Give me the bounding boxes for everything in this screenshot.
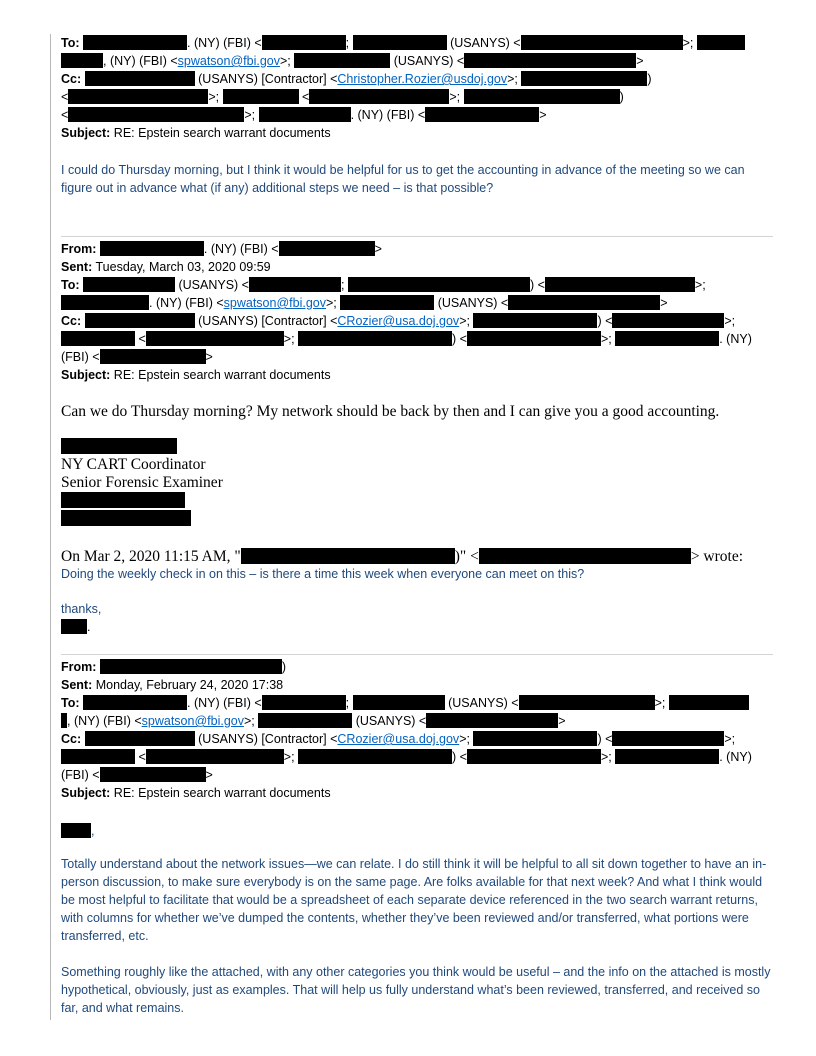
redaction — [146, 749, 284, 764]
from-line: From: ) — [61, 660, 287, 674]
redaction — [340, 295, 434, 310]
email-1-body: I could do Thursday morning, but I think it would be helpful for us to get the accounting in advance of the meeting so we can figure out in advance what (if any) additional steps we need – is that possible? — [61, 163, 745, 195]
cc-line: Cc: (USANYS) [Contractor] <CRozier@usa.doj.gov>; ) < >; — [61, 732, 736, 746]
redaction — [464, 89, 620, 104]
redaction — [61, 438, 177, 454]
redaction — [473, 313, 597, 328]
redaction — [100, 767, 206, 782]
redaction — [298, 749, 452, 764]
redaction — [262, 695, 346, 710]
cc-line-cont: < >; ) < >; . (NY) — [61, 330, 773, 348]
rozier-email-link[interactable]: Christopher.Rozier@usdoj.gov — [337, 72, 508, 86]
redaction — [467, 331, 601, 346]
redaction — [83, 695, 187, 710]
redaction — [61, 53, 103, 68]
redaction — [68, 107, 244, 122]
redaction — [258, 713, 352, 728]
quote-header: On Mar 2, 2020 11:15 AM, " )" < > wrote: — [61, 548, 744, 565]
spwatson-link[interactable]: spwatson@fbi.gov — [141, 714, 244, 728]
to-line-cont: . (NY) (FBI) <spwatson@fbi.gov>; (USANYS) < > — [61, 294, 773, 312]
spwatson-link[interactable]: spwatson@fbi.gov — [177, 54, 280, 68]
sent-line: Sent: Tuesday, March 03, 2020 09:59 — [61, 260, 271, 274]
redaction — [298, 331, 452, 346]
spwatson-link[interactable]: spwatson@fbi.gov — [223, 296, 326, 310]
quoted-body: Doing the weekly check in on this – is there a time this week when everyone can meet on this? — [61, 567, 585, 581]
redaction — [464, 53, 636, 68]
cc-line-cont: < >; ) < >; . (NY) — [61, 748, 773, 766]
redaction — [61, 823, 91, 838]
to-line: To: . (NY) (FBI) < ; (USANYS) < >; — [61, 694, 773, 712]
separator — [61, 236, 773, 237]
redaction — [521, 71, 647, 86]
redaction — [83, 277, 175, 292]
redaction — [85, 731, 195, 746]
redaction — [519, 695, 655, 710]
cc-line-cont: (FBI) < > — [61, 768, 213, 782]
redaction — [426, 713, 558, 728]
redaction — [353, 695, 445, 710]
redaction — [612, 313, 724, 328]
to-line: To: . (NY) (FBI) < ; (USANYS) < >; — [61, 34, 773, 52]
cc-line-cont: < >; . (NY) (FBI) < > — [61, 108, 547, 122]
salutation: , — [61, 822, 773, 840]
redaction — [467, 749, 601, 764]
redaction — [61, 619, 87, 634]
email-thread-document — [50, 34, 773, 1020]
email-3-paragraph-1: Totally understand about the network issues—we can relate. I do still think it will be helpful to all sit down together to have an in-person discussion, to make sure everybody is on the same page. Are folks available for that next week? And what I think would be most helpful to facilitate that would be a spreadsheet of each separate device referenced in the two search warrant returns, with columns for whether we’ve dumped the contents, whether they’ve been reviewed and/or transferred, what portions were transferred, etc. — [61, 857, 767, 943]
redaction — [68, 89, 208, 104]
redaction — [615, 331, 719, 346]
to-line: To: (USANYS) < ; ) < >; — [61, 278, 706, 292]
to-line-cont: , (NY) (FBI) <spwatson@fbi.gov>; (USANYS) < > — [61, 52, 773, 70]
redaction — [425, 107, 539, 122]
redaction — [249, 277, 341, 292]
redaction — [615, 749, 719, 764]
redaction — [100, 349, 206, 364]
redaction — [100, 241, 204, 256]
redaction — [85, 313, 195, 328]
redaction — [294, 53, 390, 68]
rozier-email-link[interactable]: CRozier@usa.doj.gov — [337, 732, 460, 746]
redaction — [521, 35, 683, 50]
redaction — [545, 277, 695, 292]
subject-line: Subject: RE: Epstein search warrant documents — [61, 126, 331, 140]
subject-line: Subject: RE: Epstein search warrant documents — [61, 368, 331, 382]
redaction — [309, 89, 449, 104]
thanks-line: thanks, — [61, 602, 102, 616]
subject-line: Subject: RE: Epstein search warrant documents — [61, 786, 331, 800]
to-line-cont: , (NY) (FBI) <spwatson@fbi.gov>; (USANYS) < > — [61, 712, 773, 730]
redaction — [259, 107, 351, 122]
email-2-body: Can we do Thursday morning? My network should be back by then and I can give you a good accounting. — [61, 403, 720, 420]
redaction — [241, 548, 455, 564]
redaction — [479, 548, 691, 564]
signature-title-2: Senior Forensic Examiner — [61, 474, 223, 491]
redaction — [61, 749, 135, 764]
sent-line: Sent: Monday, February 24, 2020 17:38 — [61, 678, 284, 692]
redaction — [61, 295, 149, 310]
redaction — [223, 89, 299, 104]
rozier-email-link[interactable]: CRozier@usa.doj.gov — [337, 314, 460, 328]
redaction — [508, 295, 660, 310]
redaction — [61, 331, 135, 346]
cc-line-cont: (FBI) < > — [61, 350, 213, 364]
from-line: From: . (NY) (FBI) < > — [61, 242, 382, 256]
redaction — [61, 492, 185, 508]
redaction — [279, 241, 375, 256]
redaction — [83, 35, 187, 50]
redaction — [353, 35, 447, 50]
sender-initials: . — [61, 618, 773, 636]
redaction — [146, 331, 284, 346]
redaction — [697, 35, 745, 50]
redaction — [348, 277, 530, 292]
separator — [61, 654, 773, 655]
cc-line-cont: < >; < >; ) — [61, 90, 624, 104]
redaction — [612, 731, 724, 746]
email-3-paragraph-2: Something roughly like the attached, with any other categories you think would be useful – and the info on the attached is mostly hypothetical, obviously, just as examples. That will help us fully understand what’s been reviewed, transferred, and received so far, and what remains. — [61, 965, 771, 1015]
redaction — [473, 731, 597, 746]
signature-title-1: NY CART Coordinator — [61, 456, 206, 473]
cc-line: Cc: (USANYS) [Contractor] <CRozier@usa.doj.gov>; ) < >; — [61, 314, 736, 328]
redaction — [61, 510, 191, 526]
cc-line: Cc: (USANYS) [Contractor] <Christopher.Rozier@usdoj.gov>; ) — [61, 72, 652, 86]
redaction — [85, 71, 195, 86]
redaction — [100, 659, 282, 674]
redaction — [262, 35, 346, 50]
redaction — [669, 695, 749, 710]
